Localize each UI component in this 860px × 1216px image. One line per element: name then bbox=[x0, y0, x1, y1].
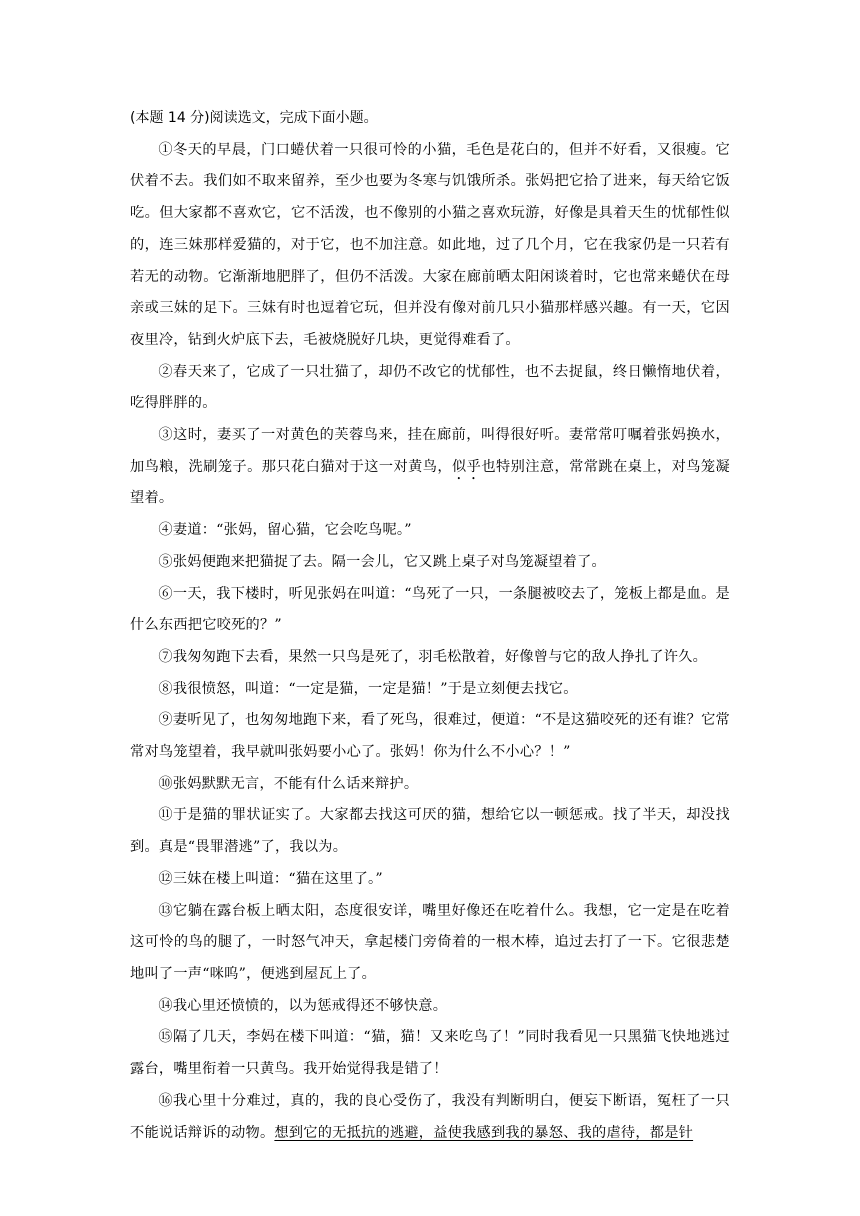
emphasis-dotted-word: 似乎 bbox=[452, 458, 482, 475]
paragraph-5: ⑤张妈便跑来把猫捉了去。隔一会儿，它又跳上桌子对鸟笼凝望着了。 bbox=[158, 553, 606, 570]
question-heading: (本题 14 分)阅读选文，完成下面小题。 bbox=[130, 110, 378, 126]
paragraph-12: ⑫三妹在楼上叫道：“猫在这里了。” bbox=[158, 870, 383, 887]
paragraph-16 bbox=[130, 1086, 730, 1149]
paragraph-10: ⑩张妈默默无言，不能有什么话来辩护。 bbox=[158, 775, 419, 792]
paragraph-4: ④妻道：“张妈，留心猫，它会吃鸟呢。” bbox=[158, 522, 412, 539]
paragraph-7: ⑦我匆匆跑下去看，果然一只鸟是死了，羽毛松散着，好像曾与它的敌人挣扎了许久。 bbox=[158, 648, 708, 665]
paragraph-3-text-after: 也特别注意，常常跳在桌上，对鸟笼凝望着。 bbox=[130, 458, 730, 507]
paragraph-8: ⑧我很愤怒，叫道：“一定是猫，一定是猫！”于是立刻便去找它。 bbox=[158, 680, 578, 697]
paragraph-15: ⑮隔了几天，李妈在楼下叫道：“猫，猫！又来吃鸟了！”同时我看见一只黑猫飞快地逃过露台，嘴里衔着一只黄鸟。我开始觉得我是错了！ bbox=[130, 1029, 730, 1078]
reading-passage bbox=[130, 103, 730, 1149]
paragraph-11: ⑪于是猫的罪状证实了。大家都去找这可厌的猫，想给它以一顿惩戒。找了半天，却没找到。真是“畏罪潜逃”了，我以为。 bbox=[130, 807, 730, 856]
paragraph-2: ②春天来了，它成了一只壮猫了，却仍不改它的忧郁性，也不去捉鼠，终日懒惰地伏着，吃得胖胖的。 bbox=[130, 363, 730, 412]
paragraph-13: ⑬它躺在露台板上晒太阳，态度很安详，嘴里好像还在吃着什么。我想，它一定是在吃着这可怜的鸟的腿了，一时怒气冲天，拿起楼门旁倚着的一根木棒，追过去打了一下。它很悲楚地叫了一声“咪呜”，便逃到屋瓦上了。 bbox=[130, 902, 730, 982]
paragraph-14: ⑭我心里还愤愤的，以为惩戒得还不够快意。 bbox=[158, 997, 448, 1014]
paragraph-1: ①冬天的早晨，门口蜷伏着一只很可怜的小猫，毛色是花白的，但并不好看，又很瘦。它伏着不去。我们如不取来留养，至少也要为冬寒与饥饿所杀。张妈把它拾了进来，每天给它饭吃。但大家都不喜欢它，它不活泼，也不像别的小猫之喜欢玩游，好像是具着天生的忧郁性似的，连三妹那样爱猫的，对于它，也不加注意。如此地，过了几个月，它在我家仍是一只若有若无的动物。它渐渐地肥胖了，但仍不活泼。大家在廊前晒太阳闲谈着时，它也常来蜷伏在母亲或三妹的足下。三妹有时也逗着它玩，但并没有像对前几只小猫那样感兴趣。有一天，它因夜里冷，钻到火炉底下去，毛被烧脱好几块，更觉得难看了。 bbox=[130, 141, 730, 348]
paragraph-9: ⑨妻听见了，也匆匆地跑下来，看了死鸟，很难过，便道：“不是这猫咬死的还有谁？它常常对鸟笼望着，我早就叫张妈要小心了。张妈！你为什么不小心？！” bbox=[130, 712, 730, 761]
underlined-sentence: 想到它的无抵抗的逃避，益使我感到我的暴怒、我的虐待，都是针 bbox=[274, 1124, 694, 1141]
paragraph-6: ⑥一天，我下楼时，听见张妈在叫道：“鸟死了一只，一条腿被咬去了，笼板上都是血。是什么东西把它咬死的？” bbox=[130, 585, 730, 634]
paragraph-3 bbox=[130, 420, 730, 515]
paragraph-3-text-before: ③这时，妻买了一对黄色的芙蓉鸟来，挂在廊前，叫得很好听。妻常常叮嘱着张妈换水，加鸟粮，洗刷笼子。那只花白猫对于这一对黄鸟， bbox=[130, 427, 730, 475]
paragraph-16-text: ⑯我心里十分难过，真的，我的良心受伤了，我没有判断明白，便妄下断语，冤枉了一只不能说话辩诉的动物。 bbox=[130, 1092, 730, 1141]
